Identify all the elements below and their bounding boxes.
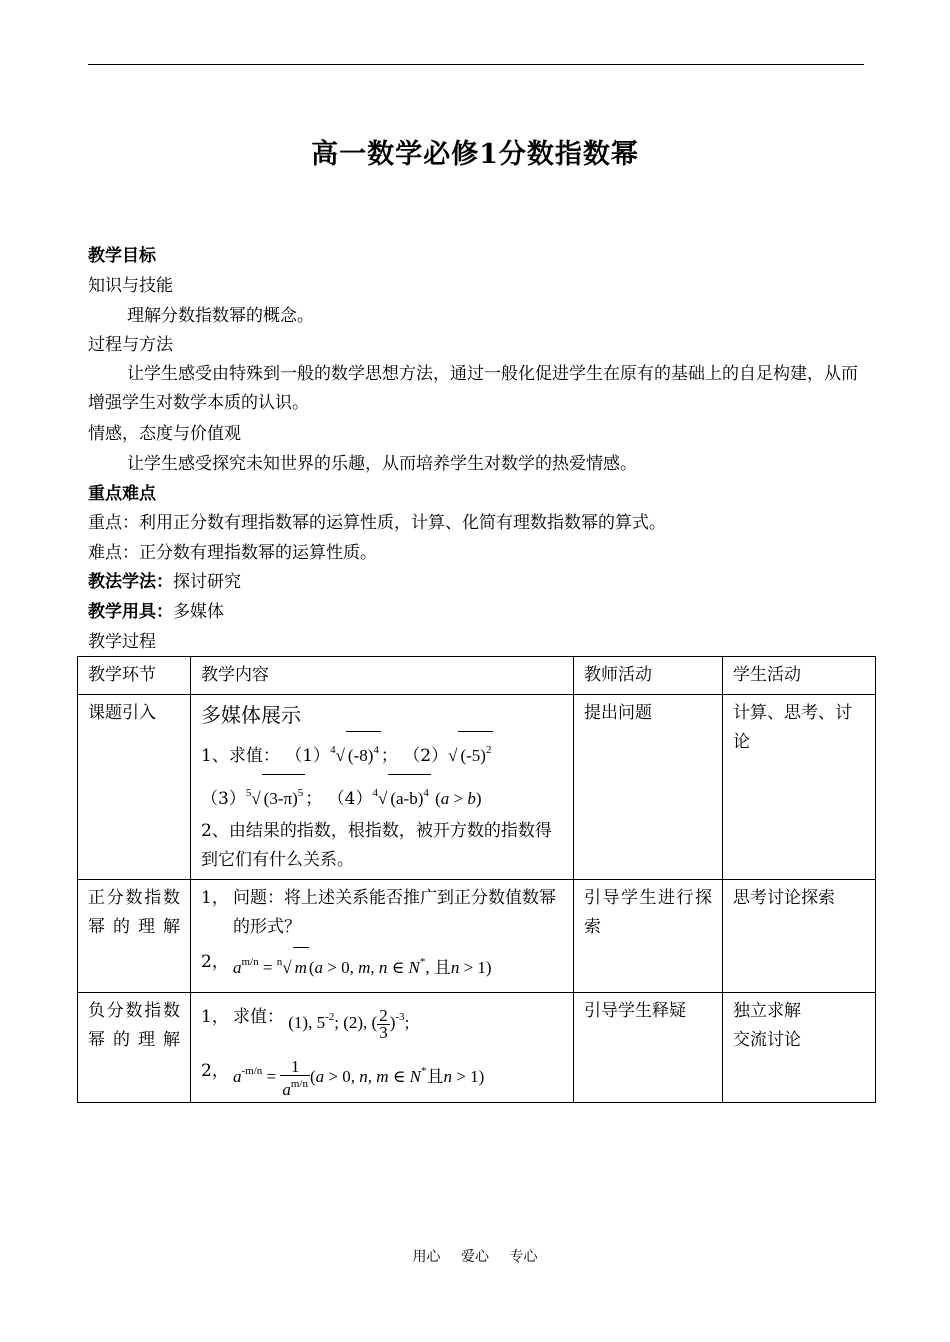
math-expression: $^4$√ $(a-b)^4$ (a > b) [372, 789, 481, 808]
row3-teacher: 引导学生释疑 [574, 993, 723, 1103]
tools-value: 多媒体 [173, 602, 224, 622]
row1-teacher: 提出问题 [574, 695, 723, 880]
row1-item1-line1: 1、求值： $(1)^4√$ $(-8)^4$ ； （2）√ $(-5)^2$ [201, 731, 563, 774]
math-expression: $^4$√ $(-8)^4$ ； [330, 746, 398, 765]
method-line [88, 571, 241, 593]
page-title: 高一数学必修1分数指数幂 [311, 139, 639, 170]
method-value: 探讨研究 [173, 572, 241, 592]
process-text: 让学生感受由特殊到一般的数学思想方法，通过一般化促进学生在原有的基础上的自足构建，从而增强学生对数学本质的认识。 [88, 364, 858, 413]
row1-stage: 课题引入 [78, 695, 191, 880]
math-expression: √ $(-5)^2$ [448, 746, 493, 765]
table-row [78, 993, 876, 1103]
row1-item1-line2: $(3)^5√$ $(3-\pi)^5$ ； $(4)^4√$ $(a-b)^4$ (a > b) [201, 774, 563, 817]
row2-student: 思考讨论探索 [723, 880, 876, 993]
table-row [78, 880, 876, 993]
row3-content [191, 993, 574, 1103]
process-label: 过程与方法 [88, 335, 173, 355]
math-expression: $^5$√ $(3-\pi)^5$ ； [246, 789, 322, 808]
header-rule [88, 64, 864, 65]
page-footer: 用心 爱心 专心 [412, 1249, 538, 1265]
row1-content [191, 695, 574, 880]
row1-item2: 2、由结果的指数，根指数，被开方数的指数得到它们有什么关系。 [201, 821, 552, 870]
header-content: 教学内容 [191, 657, 574, 695]
header-teacher: 教师活动 [574, 657, 723, 695]
process-heading: 教学过程 [88, 632, 156, 652]
math-expression: $a^{m/n} = ^n√$ m (a > 0, m, n ∈ N*, 且n > 1) [233, 942, 492, 988]
table-row [78, 695, 876, 880]
key-points-heading: 重点难点 [88, 484, 156, 504]
emotion-text: 让学生感受探究未知世界的乐趣，从而培养学生对数学的热爱情感。 [127, 454, 637, 474]
math-expression: $a^{-m/n}$ = $\frac{1}{a^{m/n}}$ (a > 0, n, m ∈ N*且n > 1) [233, 1056, 485, 1099]
difficulty-text: 难点：正分数有理指数幂的运算性质。 [88, 543, 377, 563]
row3-student: 独立求解 交流讨论 [723, 993, 876, 1103]
method-label: 教法学法： [88, 572, 173, 592]
objectives-heading: 教学目标 [88, 246, 156, 266]
row3-item1: 1， 求值： (1), $5^{-2}$; (2), ( $\frac{2}{3}$ )$^{-3}$; [201, 997, 563, 1043]
knowledge-text: 理解分数指数幂的概念。 [127, 306, 314, 326]
tools-line [88, 601, 224, 623]
row2-stage: 正分数指数幂的理解 [78, 880, 191, 993]
row2-teacher: 引导学生进行探索 [574, 880, 723, 993]
row2-item2: 2， $a^{m/n} = ^n√$ m (a > 0, m, n ∈ N*, 且n > 1) [201, 942, 563, 988]
key-point-text: 重点：利用正分数有理指数幂的运算性质，计算、化简有理数指数幂的算式。 [88, 513, 666, 533]
teaching-process-table [77, 656, 876, 1103]
row2-content [191, 880, 574, 993]
knowledge-label: 知识与技能 [88, 276, 173, 296]
tools-label: 教学用具： [88, 602, 173, 622]
emotion-label: 情感，态度与价值观 [88, 424, 241, 444]
row3-stage: 负分数指数幂的理解 [78, 993, 191, 1103]
row1-intro: 多媒体展示 [201, 703, 301, 727]
row3-item2: 2， $a^{-m/n}$ = $\frac{1}{a^{m/n}}$ (a > 0, n, m ∈ N*且n > 1) [201, 1051, 563, 1098]
math-expression: (1), $5^{-2}$; (2), ( $\frac{2}{3}$ )$^{-3}$; [284, 1005, 410, 1042]
header-student: 学生活动 [723, 657, 876, 695]
row1-student: 计算、思考、讨论 [723, 695, 876, 880]
row2-item1: 1， 问题：将上述关系能否推广到正分数值数幂的形式？ [201, 888, 556, 937]
header-stage: 教学环节 [78, 657, 191, 695]
table-header-row [78, 657, 876, 695]
